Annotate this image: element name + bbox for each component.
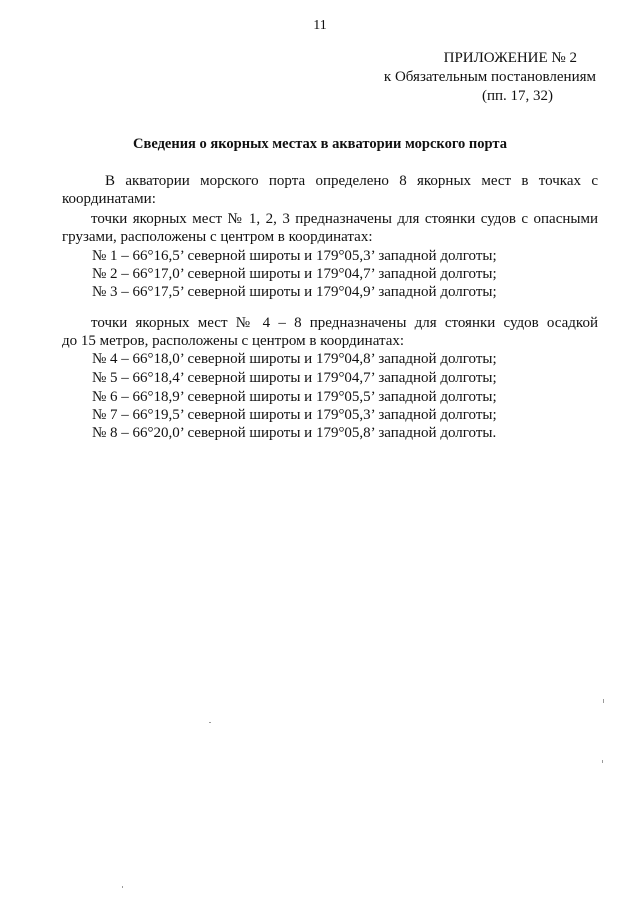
scan-speck: [603, 699, 604, 703]
scan-speck: [209, 722, 211, 723]
document-title: Сведения о якорных местах в акватории морского порта: [133, 136, 507, 152]
anchorage-point-6: № 6 – 66°18,9’ северной широты и 179°05,5’ западной долготы;: [92, 389, 497, 405]
anchorage-point-2: № 2 – 66°17,0’ северной широты и 179°04,7’ западной долготы;: [92, 266, 497, 282]
group1-line-1: точки якорных мест № 1, 2, 3 предназначены для стоянки судов с опасными: [91, 211, 598, 227]
anchorage-point-1: № 1 – 66°16,5’ северной широты и 179°05,3’ западной долготы;: [92, 248, 497, 264]
scan-speck: [602, 760, 603, 763]
group2-line-2: до 15 метров, расположены с центром в координатах:: [62, 333, 405, 349]
group2-line-1: точки якорных мест № 4 – 8 предназначены для стоянки судов осадкой: [91, 315, 598, 331]
anchorage-point-7: № 7 – 66°19,5’ северной широты и 179°05,3’ западной долготы;: [92, 407, 497, 423]
intro-line-2: координатами:: [62, 191, 156, 207]
anchorage-point-3: № 3 – 66°17,5’ северной широты и 179°04,9’ западной долготы;: [92, 284, 497, 300]
anchorage-point-4: № 4 – 66°18,0’ северной широты и 179°04,8’ западной долготы;: [92, 351, 497, 367]
anchorage-point-8: № 8 – 66°20,0’ северной широты и 179°05,8’ западной долготы.: [92, 425, 497, 441]
intro-line-1: В акватории морского порта определено 8 якорных мест в точках с: [105, 173, 598, 189]
page-number: 11: [313, 18, 327, 33]
appendix-paragraphs: (пп. 17, 32): [481, 88, 553, 104]
scan-speck: [122, 886, 123, 888]
anchorage-point-5: № 5 – 66°18,4’ северной широты и 179°04,7’ западной долготы;: [92, 370, 497, 386]
group1-line-2: грузами, расположены с центром в координатах:: [62, 229, 373, 245]
appendix-reference: к Обязательным постановлениям: [383, 69, 596, 85]
appendix-label: ПРИЛОЖЕНИЕ № 2: [443, 50, 577, 66]
